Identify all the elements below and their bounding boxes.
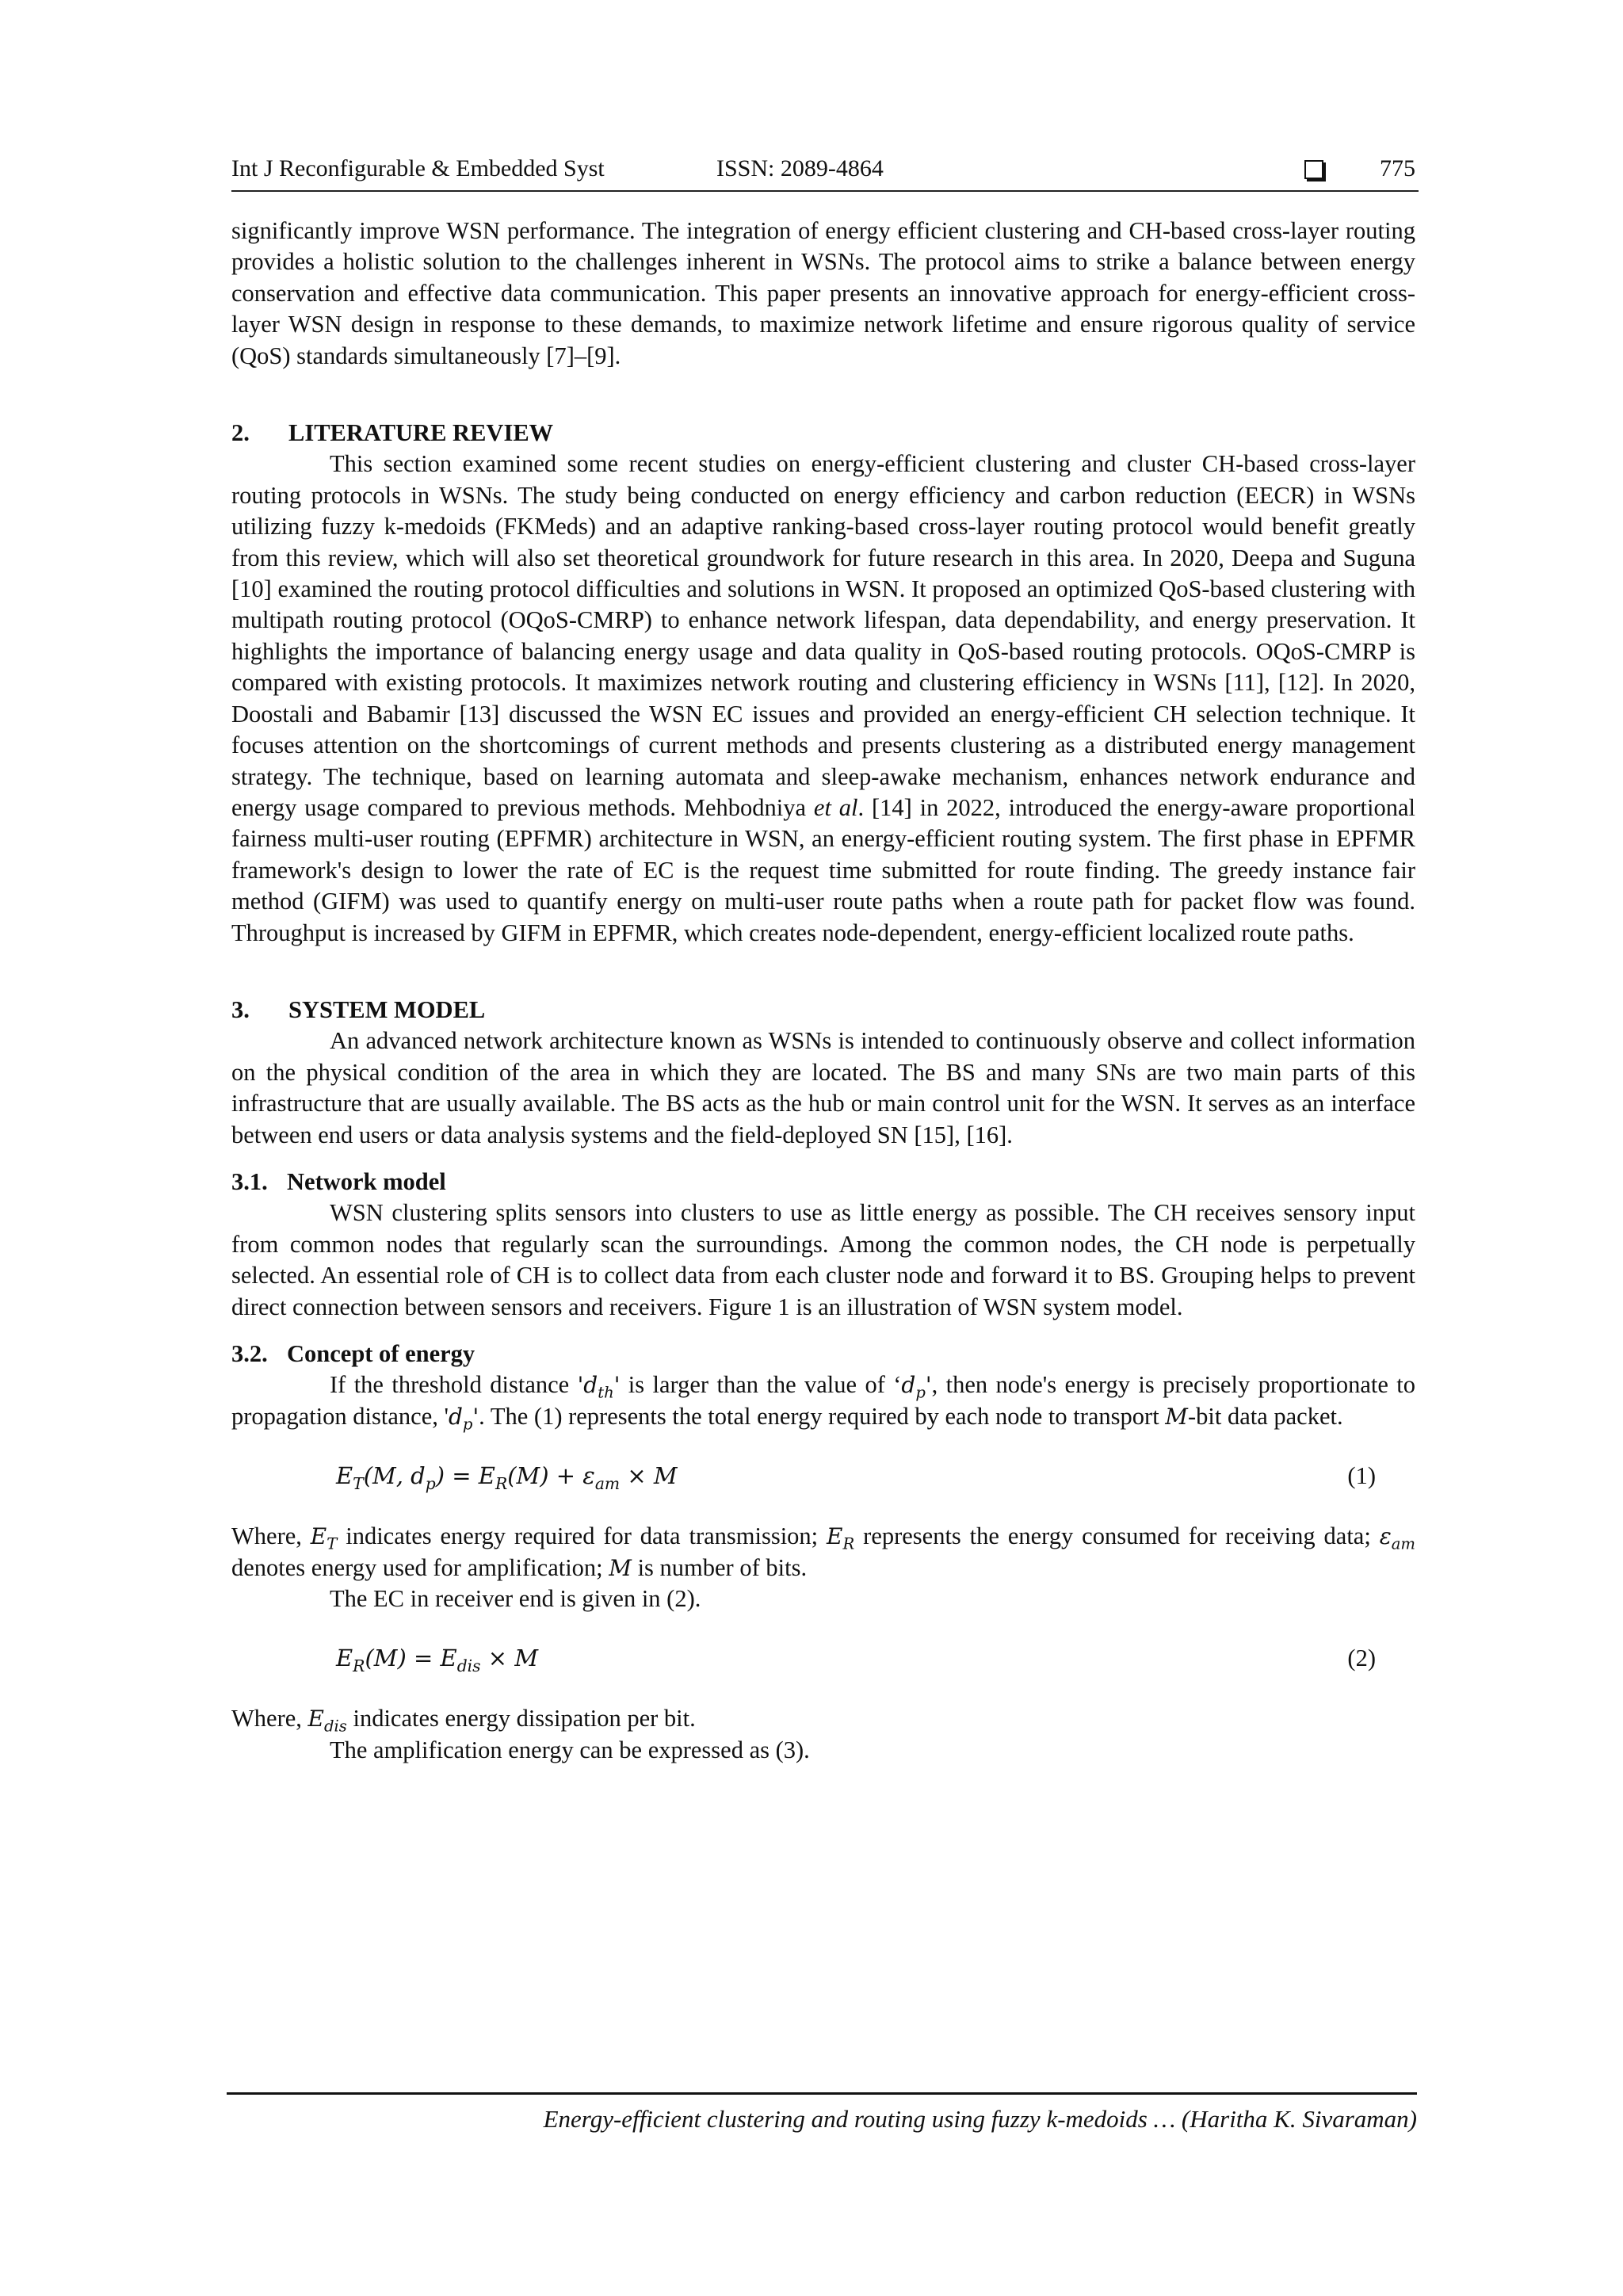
journal-name: Int J Reconfigurable & Embedded Syst: [231, 155, 605, 181]
text-run: -bit data packet.: [1187, 1402, 1343, 1430]
text-run: is number of bits.: [631, 1553, 808, 1581]
text-run: . [14] in 2022, introduced the energy-aware proportional fairness multi-user routing (EPFMR) architecture in WSN, an energy-efficient routing system. The first phase in EPFMR framework's design to lower the rate of EC is the request time submitted for route finding. The greedy instance fair method (GIFM) was used to quantify energy on multi-user route paths when a route path for packet flow was found. Throughput is increased by GIFM in EPFMR, which creates node-dependent, energy-efficient localized route paths.: [231, 793, 1415, 946]
text-run: indicates energy dissipation per bit.: [346, 1705, 696, 1733]
where-paragraph-1: [231, 1521, 1415, 1584]
equation-label: (2): [1347, 1645, 1376, 1672]
math-ER: [827, 1523, 855, 1553]
math-text: ε: [1379, 1523, 1392, 1550]
subsection-heading-concept-of-energy: [231, 1339, 1415, 1370]
math-sub: T: [353, 1474, 364, 1494]
math-sub: p: [425, 1474, 436, 1494]
equation-2: [231, 1643, 1415, 1675]
checkbox-square-icon: [1304, 160, 1323, 179]
math-dth: [577, 1372, 621, 1402]
math-text: d: [448, 1403, 463, 1430]
text-run: represents the energy consumed for receiving data;: [854, 1522, 1380, 1550]
et-al: et al: [813, 793, 858, 821]
math-sub: am: [1391, 1534, 1415, 1553]
concept-of-energy-paragraph: [231, 1370, 1415, 1432]
section-number: 2.: [231, 419, 250, 447]
ec-receiver-line: The EC in receiver end is given in (2).: [330, 1585, 701, 1613]
math-sub: p: [915, 1384, 926, 1402]
math-sub: R: [495, 1474, 508, 1494]
math-dp: [448, 1403, 479, 1434]
math-sub: p: [462, 1415, 473, 1434]
text-run: . The (1) represents the total energy required by each node to transport: [479, 1402, 1166, 1430]
text-run: Where,: [231, 1705, 308, 1733]
math-text: E: [336, 1645, 353, 1672]
math-text: ': [472, 1403, 479, 1430]
math-sub: am: [594, 1474, 621, 1494]
math-text: E: [827, 1523, 843, 1550]
math-text: × M: [620, 1462, 678, 1490]
issn: ISSN: 2089-4864: [716, 155, 884, 181]
subsection-number: 3.2.: [231, 1340, 268, 1367]
amplification-line: The amplification energy can be expressed as (3).: [330, 1736, 810, 1763]
running-footer: Energy-efficient clustering and routing using fuzzy k-medoids … (Haritha K. Sivaraman): [543, 2105, 1417, 2133]
section-heading-system-model: [231, 995, 1415, 1026]
where-paragraph-2: [231, 1703, 1415, 1734]
math-ET: [310, 1523, 338, 1553]
math-sub: T: [327, 1534, 338, 1553]
section-title: SYSTEM MODEL: [288, 995, 486, 1023]
page-header: [231, 155, 1419, 192]
text-run: This section examined some recent studies on energy-efficient clustering and cluster CH-based cross-layer routing protocols in WSNs. The study being conducted on energy efficiency and carbon reduction (EECR) in WSNs utilizing fuzzy k-medoids (FKMeds) and an adaptive ranking-based cross-layer routing protocol would benefit greatly from this review, which will also set theoretical groundwork for future research in this area. In 2020, Deepa and Suguna [10] examined the routing protocol difficulties and solutions in WSN. It proposed an optimized QoS-based clustering with multipath routing protocol (OQoS-CMRP) to enhance network lifespan, data dependability, and energy preservation. It highlights the importance of balancing energy usage and data quality in QoS-based routing protocols. OQoS-CMRP is compared with existing protocols. It maximizes network routing and clustering efficiency in WSNs [11], [12]. In 2020, Doostali and Babamir [13] discussed the WSN EC issues and provided an energy-efficient CH selection technique. It focuses attention on the shortcomings of current methods and presents clustering as a distributed energy management strategy. The technique, based on learning automata and sleep-awake mechanism, enhances network endurance and energy usage compared to previous methods. Mehbodniya: [231, 450, 1415, 821]
equation-expression: [336, 1643, 538, 1674]
text-run: If the threshold distance: [330, 1371, 578, 1399]
math-sub: R: [842, 1534, 855, 1553]
math-M: M: [609, 1554, 632, 1581]
math-text: (M) = E: [365, 1645, 457, 1672]
subsection-number: 3.1.: [231, 1167, 268, 1195]
section-title: LITERATURE REVIEW: [288, 419, 554, 447]
page-number: 775: [1380, 155, 1415, 181]
equation-label: (1): [1347, 1462, 1376, 1490]
text-run: Where,: [231, 1522, 311, 1550]
math-text: 'd: [577, 1372, 598, 1399]
network-model-paragraph: WSN clustering splits sensors into clusters to use as little energy as possible. The CH receives sensory input from common nodes that regularly scan the surroundings. Among the common nodes, the CH node is perpetually selected. An essential role of CH is to collect data from each cluster node and forward it to BS. Grouping helps to prevent direct connection between sensors and receivers. Figure 1 is an illustration of WSN system model.: [231, 1199, 1415, 1320]
math-text: E: [307, 1706, 324, 1733]
math-eps: [1379, 1523, 1415, 1553]
text-run: , then node's energy is precisely proportionate to propagation distance, ': [231, 1371, 1416, 1430]
page-body: [231, 216, 1415, 1766]
math-sub: dis: [456, 1656, 481, 1676]
math-text: E: [478, 1462, 495, 1490]
math-text: (M, d: [363, 1462, 426, 1490]
text-run: indicates energy required for data transmission;: [337, 1522, 827, 1550]
section-heading-literature-review: [231, 418, 1415, 449]
math-text: ) =: [435, 1462, 479, 1490]
math-dp: [901, 1372, 932, 1402]
intro-continuation: significantly improve WSN performance. The integration of energy efficient clustering and CH-based cross-layer routing provides a holistic solution to the challenges inherent in WSNs. The protocol aims to strike a balance between energy conservation and effective data communication. This paper presents an innovative approach for energy-efficient cross-layer WSN design in response to these demands, to maximize network lifetime and ensure rigorous quality of service (QoS) standards simultaneously [7]–[9].: [231, 217, 1415, 369]
math-Edis: [307, 1706, 347, 1736]
section-number: 3.: [231, 995, 250, 1023]
equation-1: [231, 1461, 1415, 1492]
math-text: E: [336, 1462, 353, 1490]
equation-expression: [336, 1461, 678, 1492]
math-sub: R: [353, 1656, 365, 1676]
text-run: is larger than the value of ‘: [620, 1371, 902, 1399]
math-text: d: [901, 1372, 916, 1399]
math-text: ': [613, 1372, 621, 1399]
literature-review-paragraph: [231, 449, 1415, 949]
math-text: ': [925, 1372, 932, 1399]
math-text: × M: [480, 1645, 539, 1672]
math-sub: dis: [323, 1717, 347, 1736]
math-text: E: [310, 1523, 327, 1550]
footer-rule: [227, 2092, 1417, 2095]
system-model-paragraph: An advanced network architecture known as WSNs is intended to continuously observe and collect information on the physical condition of the area in which they are located. The BS and many SNs are two main parts of this infrastructure that are usually available. The BS acts as the hub or main control unit for the WSN. It serves as an interface between end users or data analysis systems and the field-deployed SN [15], [16].: [231, 1027, 1415, 1148]
text-run: denotes energy used for amplification;: [231, 1553, 609, 1581]
subsection-heading-network-model: [231, 1167, 1415, 1198]
math-sub: th: [598, 1384, 614, 1402]
math-M: M: [1165, 1403, 1188, 1430]
math-text: (M) + ε: [507, 1462, 595, 1490]
subsection-title: Network model: [287, 1167, 446, 1195]
subsection-title: Concept of energy: [287, 1340, 475, 1367]
